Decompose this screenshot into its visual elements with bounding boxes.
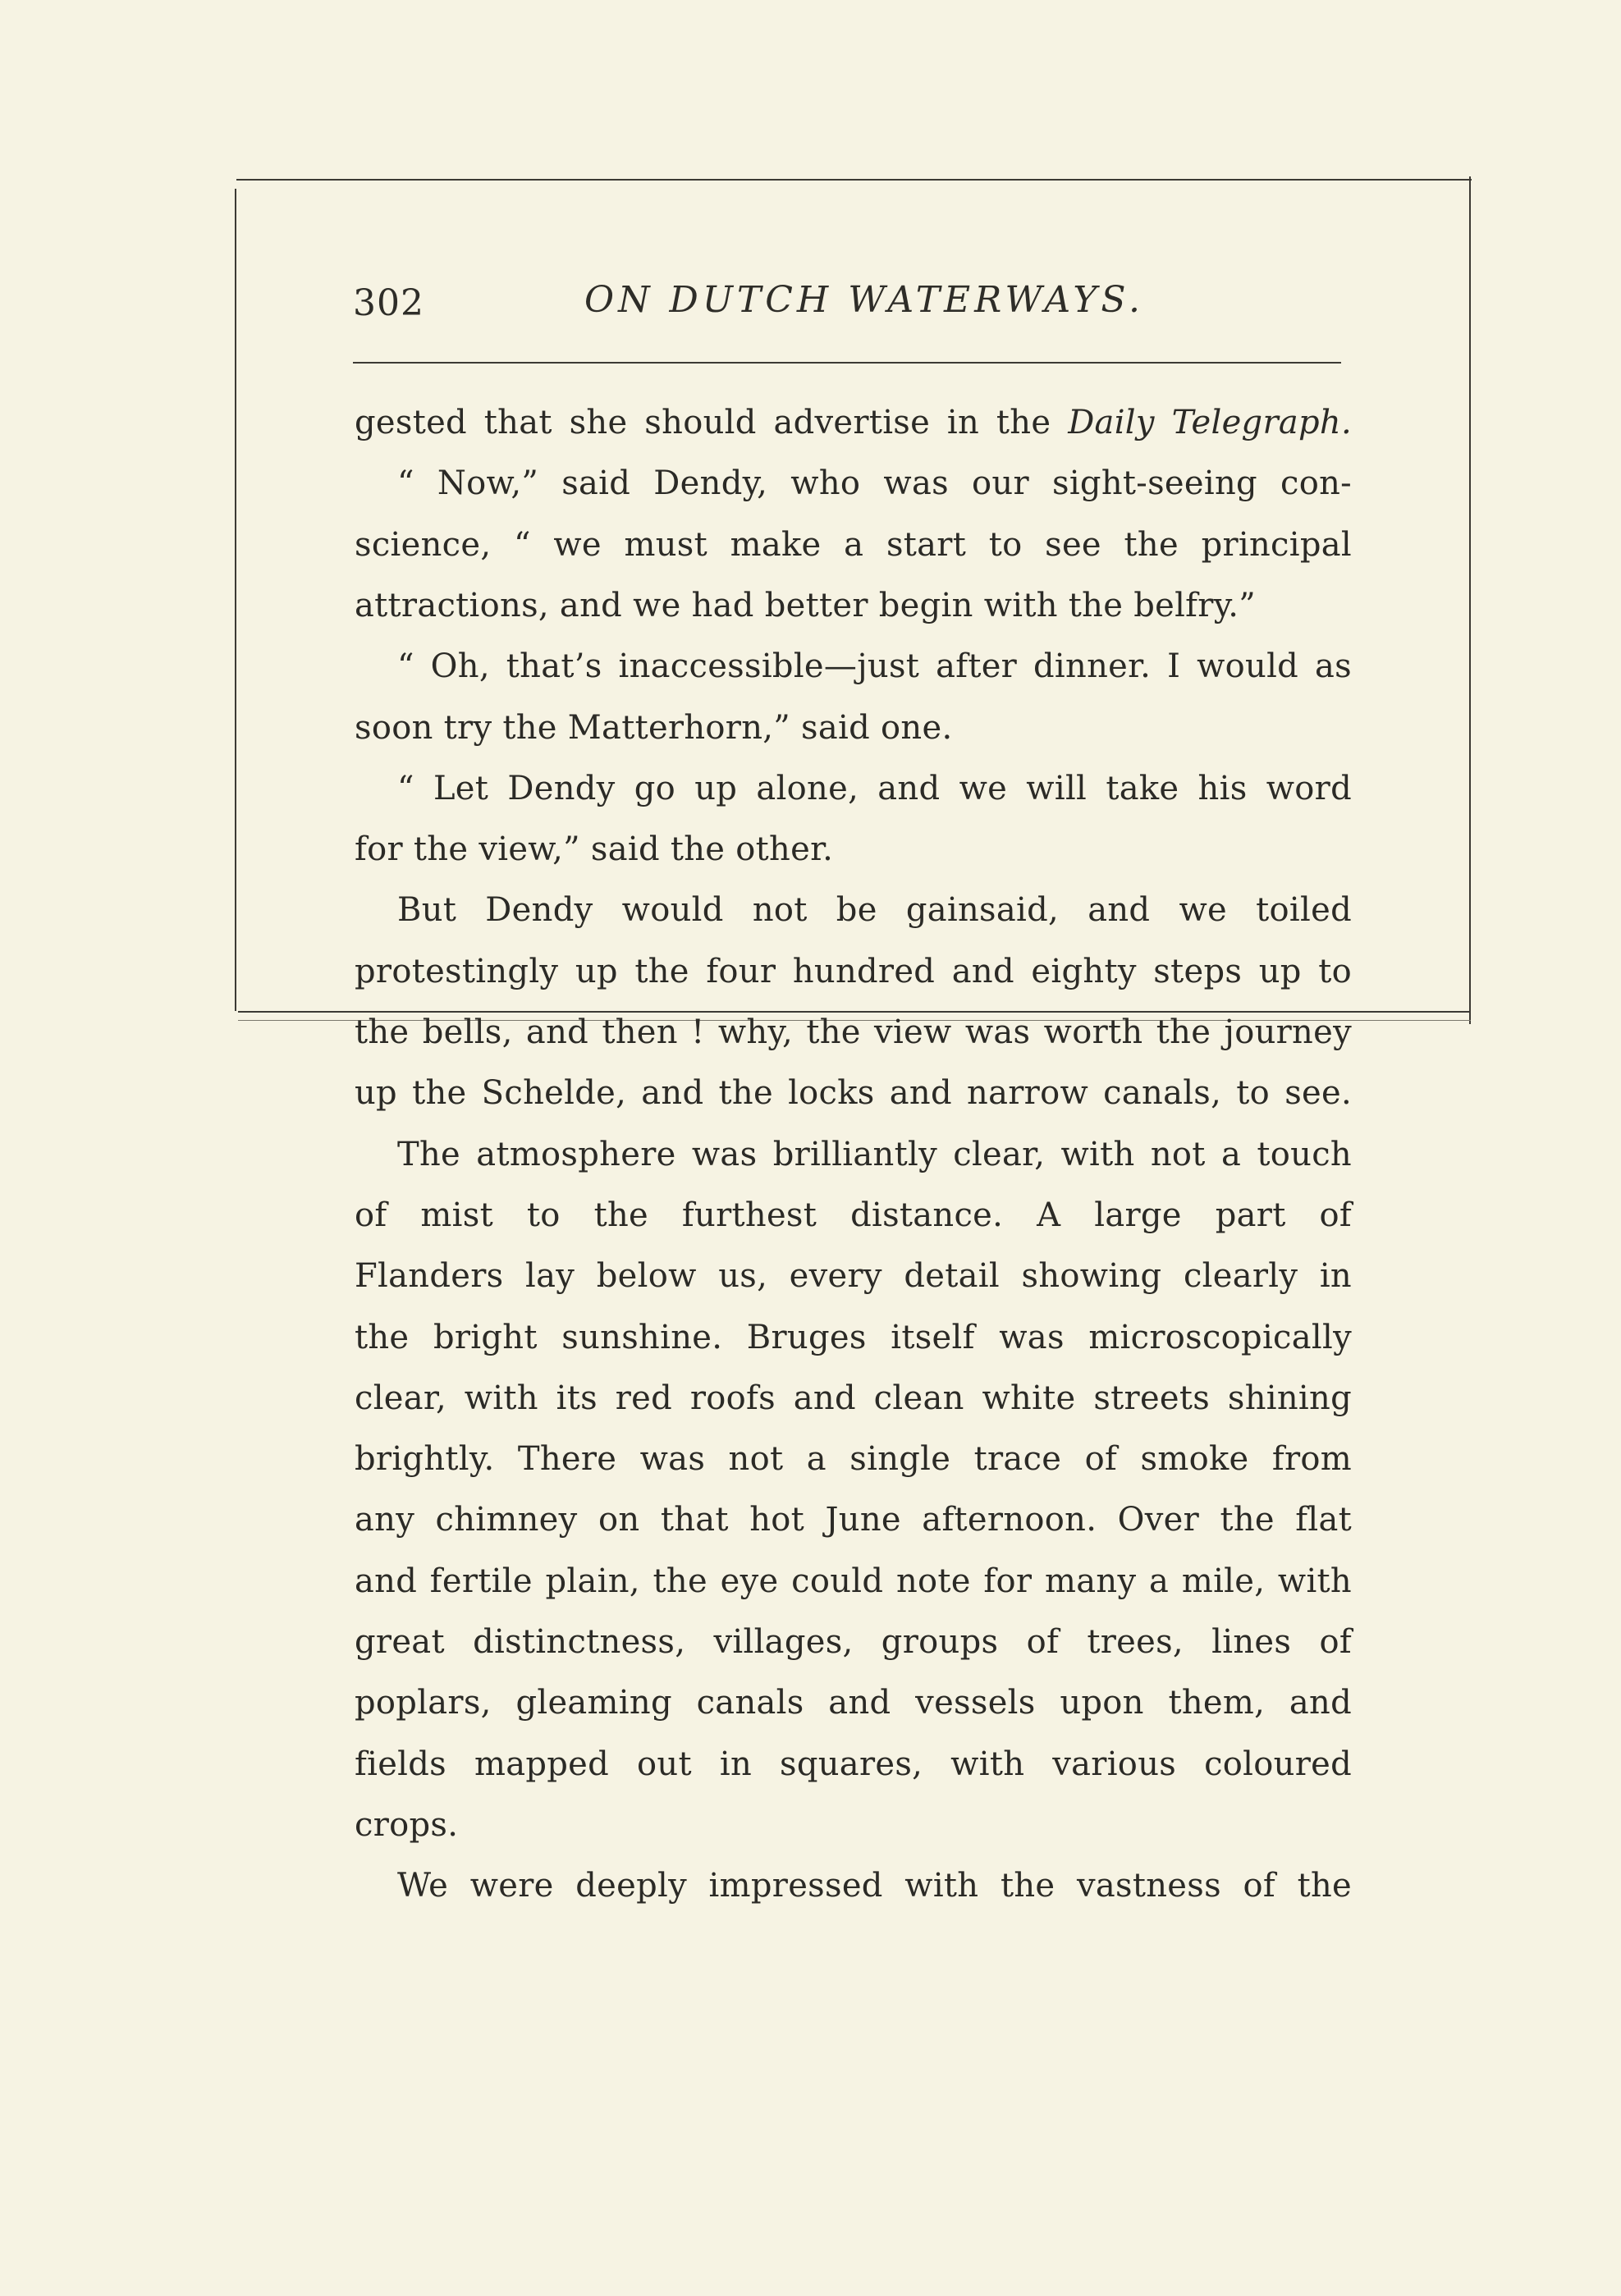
text-line xyxy=(355,1134,1352,1175)
text-line-content: poplars, gleaming canals and vessels upon them, and xyxy=(355,1684,1352,1722)
text-line xyxy=(355,1682,1352,1723)
frame-right-rule xyxy=(1469,176,1471,1024)
running-head: ON DUTCH WATERWAYS. xyxy=(584,279,1144,321)
text-line-content: clear, with its red roofs and clean white streets shining xyxy=(355,1379,1352,1417)
text-line-content: gested that she should advertise in the xyxy=(355,404,1069,441)
text-line xyxy=(355,646,1352,687)
text-line xyxy=(355,463,1352,504)
text-line-content: and fertile plain, the eye could note for many a mile, with xyxy=(355,1562,1352,1600)
text-line xyxy=(355,707,1352,748)
text-line-content: But Dendy would not be gainsaid, and we toiled xyxy=(397,891,1352,930)
text-line xyxy=(355,524,1352,565)
text-line xyxy=(355,1499,1352,1540)
text-line xyxy=(355,1438,1352,1480)
text-line xyxy=(355,585,1352,626)
text-line-content: fields mapped out in squares, with various coloured xyxy=(355,1745,1352,1783)
text-line xyxy=(355,402,1352,443)
frame-left-rule xyxy=(235,189,236,1011)
text-line xyxy=(355,1255,1352,1297)
text-line xyxy=(355,768,1352,809)
text-line-content: the bright sunshine. Bruges itself was microscopically xyxy=(355,1318,1352,1356)
text-line-content: for the view,” said the other. xyxy=(355,830,834,869)
text-line xyxy=(355,1621,1352,1663)
text-line xyxy=(355,829,1352,870)
header-rule xyxy=(353,362,1341,364)
italic-title: Daily Telegraph. xyxy=(1068,404,1352,441)
text-line-content: protestingly up the four hundred and eighty steps up to xyxy=(355,952,1352,990)
text-line-content: any chimney on that hot June afternoon. Over the flat xyxy=(355,1501,1352,1539)
text-line-content: “ Oh, that’s inaccessible—just after dinner. I would as xyxy=(397,647,1352,686)
text-line-content: soon try the Matterhorn,” said one. xyxy=(355,708,953,747)
text-line xyxy=(355,1317,1352,1358)
text-line xyxy=(355,1378,1352,1419)
text-line xyxy=(355,890,1352,931)
text-line-content: Flanders lay below us, every detail showing clearly in xyxy=(355,1257,1352,1296)
text-line-content: “ Now,” said Dendy, who was our sight-seeing con- xyxy=(397,464,1352,503)
text-line-content: of mist to the furthest distance. A large part of xyxy=(355,1196,1352,1234)
page-number: 302 xyxy=(353,282,424,324)
text-line-content: “ Let Dendy go up alone, and we will take his word xyxy=(397,769,1352,807)
text-line-content: We were deeply impressed with the vastness of the xyxy=(397,1867,1352,1905)
text-line xyxy=(355,1073,1352,1114)
text-line xyxy=(355,1195,1352,1236)
text-line xyxy=(355,1804,1352,1845)
frame-top-rule xyxy=(236,179,1472,181)
text-line-content: up the Schelde, and the locks and narrow canals, to see. xyxy=(355,1074,1352,1113)
text-line xyxy=(355,1561,1352,1602)
text-line-content: The atmosphere was brilliantly clear, with not a touch xyxy=(397,1135,1352,1173)
text-line-content: science, “ we must make a start to see the principal xyxy=(355,525,1352,564)
text-line xyxy=(355,951,1352,992)
text-line-content: crops. xyxy=(355,1805,459,1844)
text-line-content: brightly. There was not a single trace of smoke from xyxy=(355,1440,1352,1479)
text-line xyxy=(355,1012,1352,1053)
text-line xyxy=(355,1744,1352,1785)
text-line-content: the bells, and then ! why, the view was worth the journey xyxy=(355,1013,1352,1051)
text-line xyxy=(355,1865,1352,1906)
text-line-content: great distinctness, villages, groups of trees, lines of xyxy=(355,1623,1352,1661)
text-line-content: attractions, and we had better begin with the belfry.” xyxy=(355,586,1257,624)
